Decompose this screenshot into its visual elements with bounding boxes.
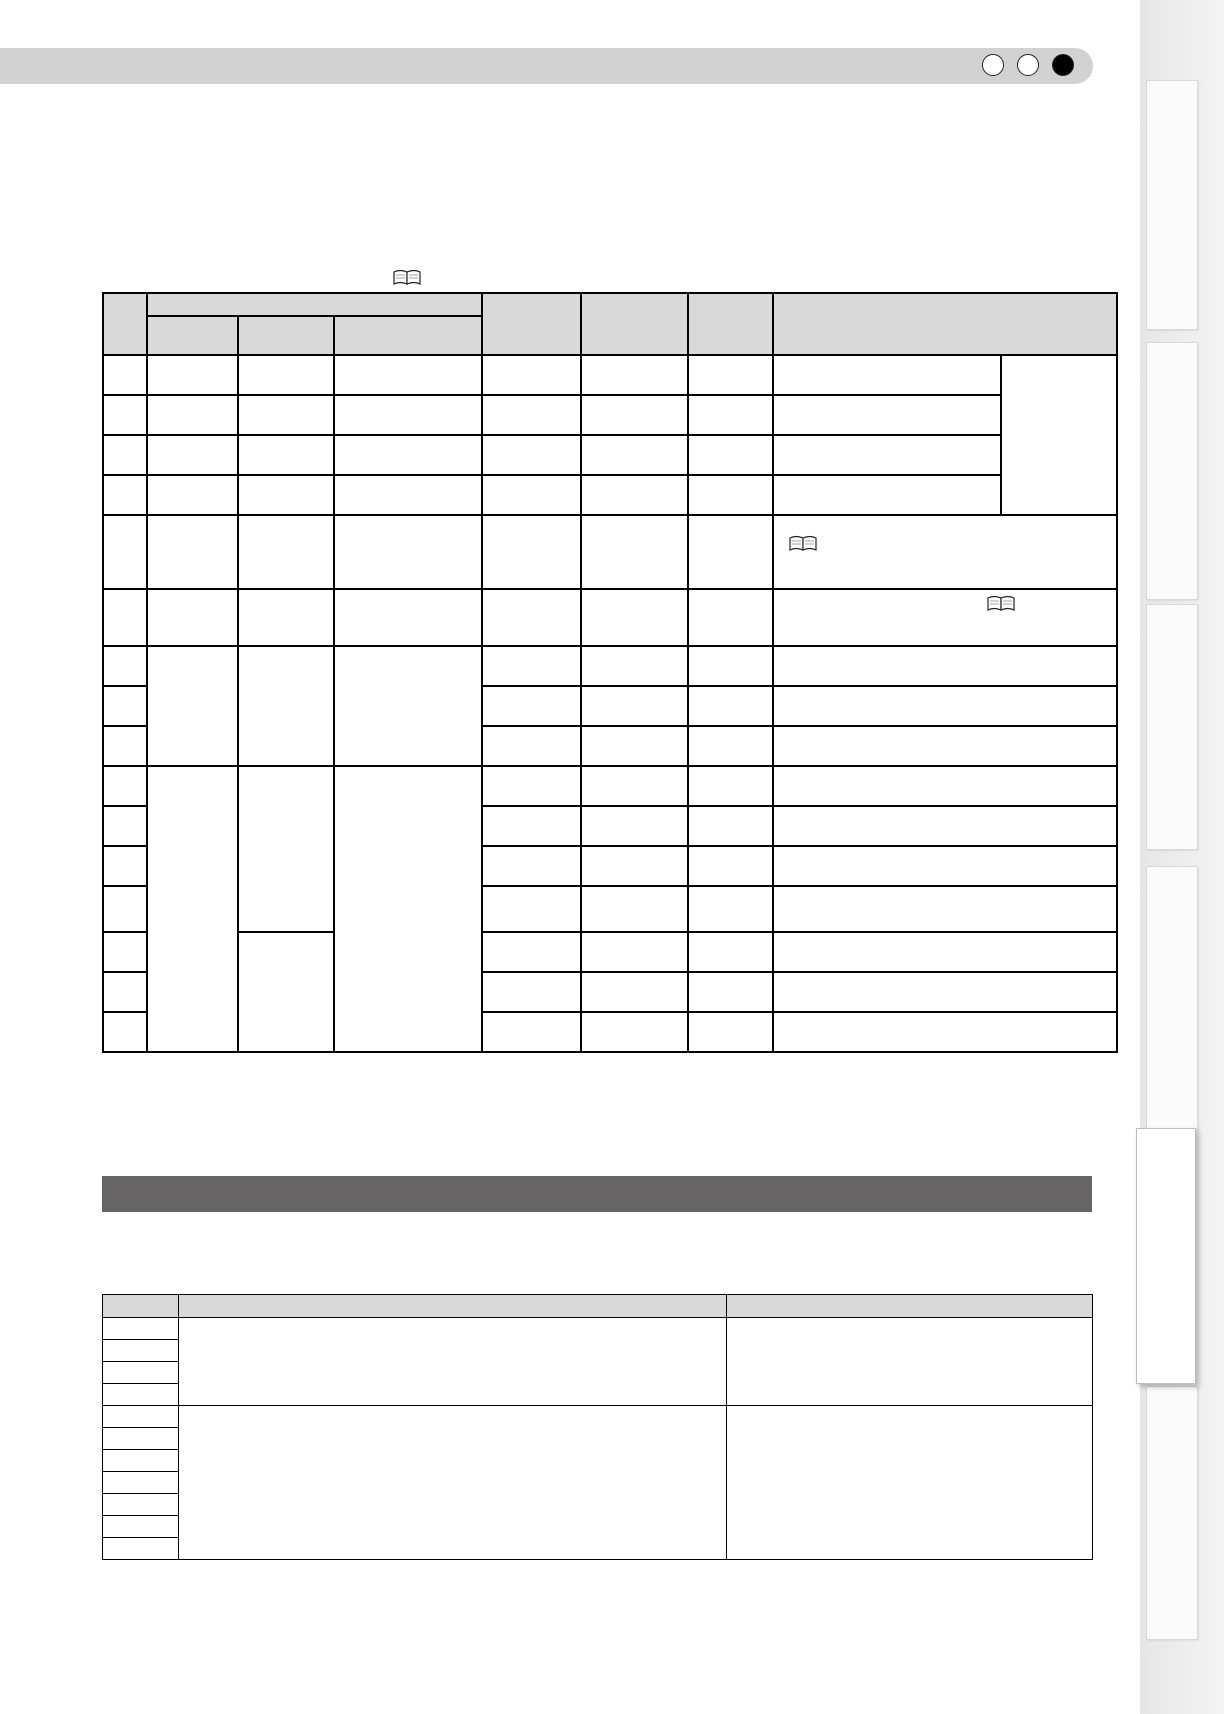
table-cell	[238, 395, 334, 435]
table-cell	[773, 972, 1117, 1012]
table-cell	[482, 846, 581, 886]
table-cell	[688, 475, 773, 515]
side-tab[interactable]	[1146, 80, 1198, 330]
table-cell	[482, 395, 581, 435]
header-cell	[688, 293, 773, 355]
table-cell	[688, 646, 773, 686]
table-cell-with-reference	[773, 515, 1117, 589]
table-cell	[103, 1450, 179, 1472]
table-cell	[482, 766, 581, 806]
table-cell-merged	[147, 766, 238, 1052]
table-cell	[147, 589, 238, 646]
header-bar	[0, 48, 1093, 84]
table-cell	[103, 686, 147, 726]
table-cell-merged	[334, 766, 482, 1052]
table-cell-merged	[179, 1318, 727, 1406]
side-tab[interactable]	[1146, 342, 1198, 600]
table-cell	[688, 766, 773, 806]
table-cell	[688, 886, 773, 932]
header-cell	[103, 1295, 179, 1318]
table-cell	[103, 806, 147, 846]
table-cell	[688, 515, 773, 589]
header-cell	[103, 293, 147, 355]
page-indicator-icon	[1017, 54, 1039, 76]
table-cell	[103, 1406, 179, 1428]
table-cell-merged	[334, 646, 482, 766]
table-cell	[103, 1318, 179, 1340]
table-cell-merged	[238, 766, 334, 932]
page-indicator-icon	[982, 54, 1004, 76]
table-cell	[482, 515, 581, 589]
table-cell	[103, 766, 147, 806]
table-cell	[688, 686, 773, 726]
table-cell	[581, 886, 688, 932]
table-cell	[482, 726, 581, 766]
table-cell	[147, 355, 238, 395]
main-table	[102, 292, 1118, 1053]
table-cell	[103, 886, 147, 932]
header-cell	[581, 293, 688, 355]
table-cell	[482, 589, 581, 646]
table-cell	[773, 806, 1117, 846]
table-cell	[688, 806, 773, 846]
header-cell	[179, 1295, 727, 1318]
table-cell	[334, 475, 482, 515]
table-cell	[773, 886, 1117, 932]
table-cell	[238, 589, 334, 646]
table-cell	[334, 589, 482, 646]
table-cell	[688, 355, 773, 395]
header-subcell	[238, 316, 334, 355]
table-cell	[581, 589, 688, 646]
table-cell	[773, 395, 1001, 435]
header-cell	[727, 1295, 1093, 1318]
table-cell	[773, 932, 1117, 972]
table-cell-merged	[179, 1406, 727, 1560]
section-heading-bar	[102, 1176, 1092, 1212]
table-cell-merged	[238, 646, 334, 766]
table-cell	[103, 435, 147, 475]
table-cell	[482, 1012, 581, 1052]
table-cell	[103, 846, 147, 886]
table-cell	[773, 1012, 1117, 1052]
table-cell	[103, 726, 147, 766]
table-cell	[581, 355, 688, 395]
table-cell-merged	[147, 646, 238, 766]
table-cell	[773, 646, 1117, 686]
table-cell	[482, 475, 581, 515]
table-cell	[581, 515, 688, 589]
table-cell	[238, 515, 334, 589]
table-cell	[773, 846, 1117, 886]
table-cell	[581, 972, 688, 1012]
book-reference-icon	[788, 534, 818, 552]
header-cell-group	[147, 293, 482, 316]
table-cell	[147, 475, 238, 515]
header-cell	[482, 293, 581, 355]
table-cell	[482, 886, 581, 932]
table-cell	[581, 475, 688, 515]
table-cell	[103, 475, 147, 515]
table-cell	[581, 686, 688, 726]
table-cell	[238, 475, 334, 515]
table-cell-merged	[727, 1406, 1093, 1560]
table-cell	[482, 435, 581, 475]
table-cell	[103, 1012, 147, 1052]
table-cell	[581, 806, 688, 846]
table-cell	[773, 766, 1117, 806]
table-cell	[688, 726, 773, 766]
table-cell	[581, 846, 688, 886]
table-cell	[581, 766, 688, 806]
table-cell	[103, 1428, 179, 1450]
table-cell	[773, 686, 1117, 726]
side-tab[interactable]	[1146, 604, 1198, 850]
table-cell	[482, 686, 581, 726]
table-cell	[334, 355, 482, 395]
header-subcell	[334, 316, 482, 355]
table-cell	[238, 355, 334, 395]
table-cell-merged	[1001, 355, 1117, 515]
table-cell	[103, 395, 147, 435]
table-cell	[103, 972, 147, 1012]
table-cell	[581, 646, 688, 686]
header-subcell	[147, 316, 238, 355]
side-tab[interactable]	[1146, 1386, 1198, 1640]
table-cell	[581, 1012, 688, 1052]
table-cell	[147, 515, 238, 589]
table-cell	[334, 435, 482, 475]
side-tab-active[interactable]	[1136, 1128, 1196, 1384]
table-cell	[773, 475, 1001, 515]
table-cell	[688, 435, 773, 475]
table-cell	[773, 355, 1001, 395]
table-cell	[103, 589, 147, 646]
table-cell	[103, 1494, 179, 1516]
table-cell	[688, 1012, 773, 1052]
table-cell-merged	[238, 932, 334, 1052]
table-cell	[581, 435, 688, 475]
table-cell	[482, 355, 581, 395]
page-indicator-current-icon	[1052, 54, 1074, 76]
book-reference-icon	[986, 594, 1016, 612]
table-cell	[147, 435, 238, 475]
table-cell	[688, 846, 773, 886]
table-cell	[773, 726, 1117, 766]
table-cell-with-reference	[773, 589, 1117, 646]
table-cell	[581, 395, 688, 435]
header-cell	[773, 293, 1117, 355]
table-cell	[581, 726, 688, 766]
side-tab[interactable]	[1146, 866, 1198, 1130]
table-cell	[688, 589, 773, 646]
table-cell	[773, 435, 1001, 475]
table-cell	[581, 932, 688, 972]
table-cell	[103, 515, 147, 589]
table-cell	[147, 395, 238, 435]
table-cell	[482, 646, 581, 686]
table-cell	[688, 932, 773, 972]
table-cell	[103, 1516, 179, 1538]
table-cell	[103, 355, 147, 395]
table-cell	[238, 435, 334, 475]
lower-table	[102, 1294, 1093, 1560]
table-cell	[103, 646, 147, 686]
table-cell	[103, 932, 147, 972]
table-cell	[103, 1340, 179, 1362]
table-cell	[334, 395, 482, 435]
table-cell	[103, 1362, 179, 1384]
table-cell	[688, 395, 773, 435]
table-cell	[334, 515, 482, 589]
table-cell	[482, 932, 581, 972]
table-cell	[482, 806, 581, 846]
book-reference-icon	[392, 268, 422, 286]
table-cell	[103, 1384, 179, 1406]
table-cell-merged	[727, 1318, 1093, 1406]
table-cell	[103, 1538, 179, 1560]
table-cell	[103, 1472, 179, 1494]
table-cell	[688, 972, 773, 1012]
table-cell	[482, 972, 581, 1012]
